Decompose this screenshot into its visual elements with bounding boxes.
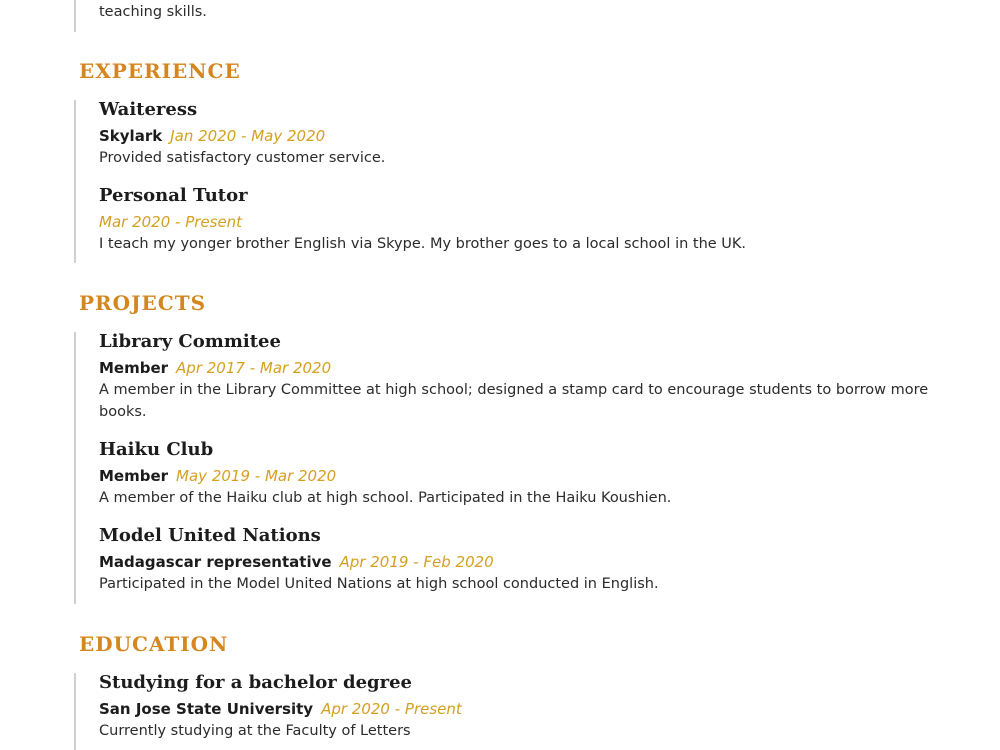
project-item-role: Member <box>99 467 169 485</box>
project-item-description: Participated in the Model United Nations at high school conducted in English. <box>99 576 659 592</box>
project-item-meta <box>99 358 331 377</box>
intro-section-bar <box>74 0 76 32</box>
project-item-dates: Apr 2019 - Feb 2020 <box>339 553 494 571</box>
experience-heading: EXPERIENCE <box>79 59 241 83</box>
experience-item-meta <box>99 126 325 145</box>
experience-item-meta <box>99 212 242 231</box>
project-item-title: Library Commitee <box>99 331 281 352</box>
projects-heading: PROJECTS <box>79 291 207 315</box>
education-item-description: Currently studying at the Faculty of Letters <box>99 723 411 739</box>
education-item-title: Studying for a bachelor degree <box>99 672 413 693</box>
project-item-meta <box>99 552 494 571</box>
experience-item-title: Personal Tutor <box>99 185 248 206</box>
education-heading: EDUCATION <box>79 632 229 656</box>
project-item-dates: May 2019 - Mar 2020 <box>176 467 337 485</box>
education-item-dates: Apr 2020 - Present <box>321 700 462 718</box>
project-item-title: Model United Nations <box>99 525 321 546</box>
experience-item-dates: Jan 2020 - May 2020 <box>170 127 326 145</box>
project-item-role: Madagascar representative <box>99 553 332 571</box>
education-item-school: San Jose State University <box>99 700 314 718</box>
experience-item-description: I teach my yonger brother English via Skype. My brother goes to a local school in the UK. <box>99 236 747 252</box>
project-item-dates: Apr 2017 - Mar 2020 <box>176 359 332 377</box>
project-item-description: books. <box>99 404 147 420</box>
intro-text: teaching skills. <box>99 4 207 20</box>
project-item-meta <box>99 466 336 485</box>
project-item-description: A member in the Library Committee at high school; designed a stamp card to encourage students to borrow more <box>99 382 929 398</box>
project-item-role: Member <box>99 359 169 377</box>
project-item-title: Haiku Club <box>99 439 214 460</box>
education-item-meta <box>99 699 462 718</box>
education-section-bar <box>74 673 76 750</box>
experience-item-org: Skylark <box>99 127 163 145</box>
experience-section-bar <box>74 100 76 263</box>
projects-section-bar <box>74 332 76 604</box>
project-item-description: A member of the Haiku club at high school. Participated in the Haiku Koushien. <box>99 490 672 506</box>
experience-item-title: Waiteress <box>99 99 198 120</box>
experience-item-description: Provided satisfactory customer service. <box>99 150 386 166</box>
experience-item-dates: Mar 2020 - Present <box>99 213 243 231</box>
